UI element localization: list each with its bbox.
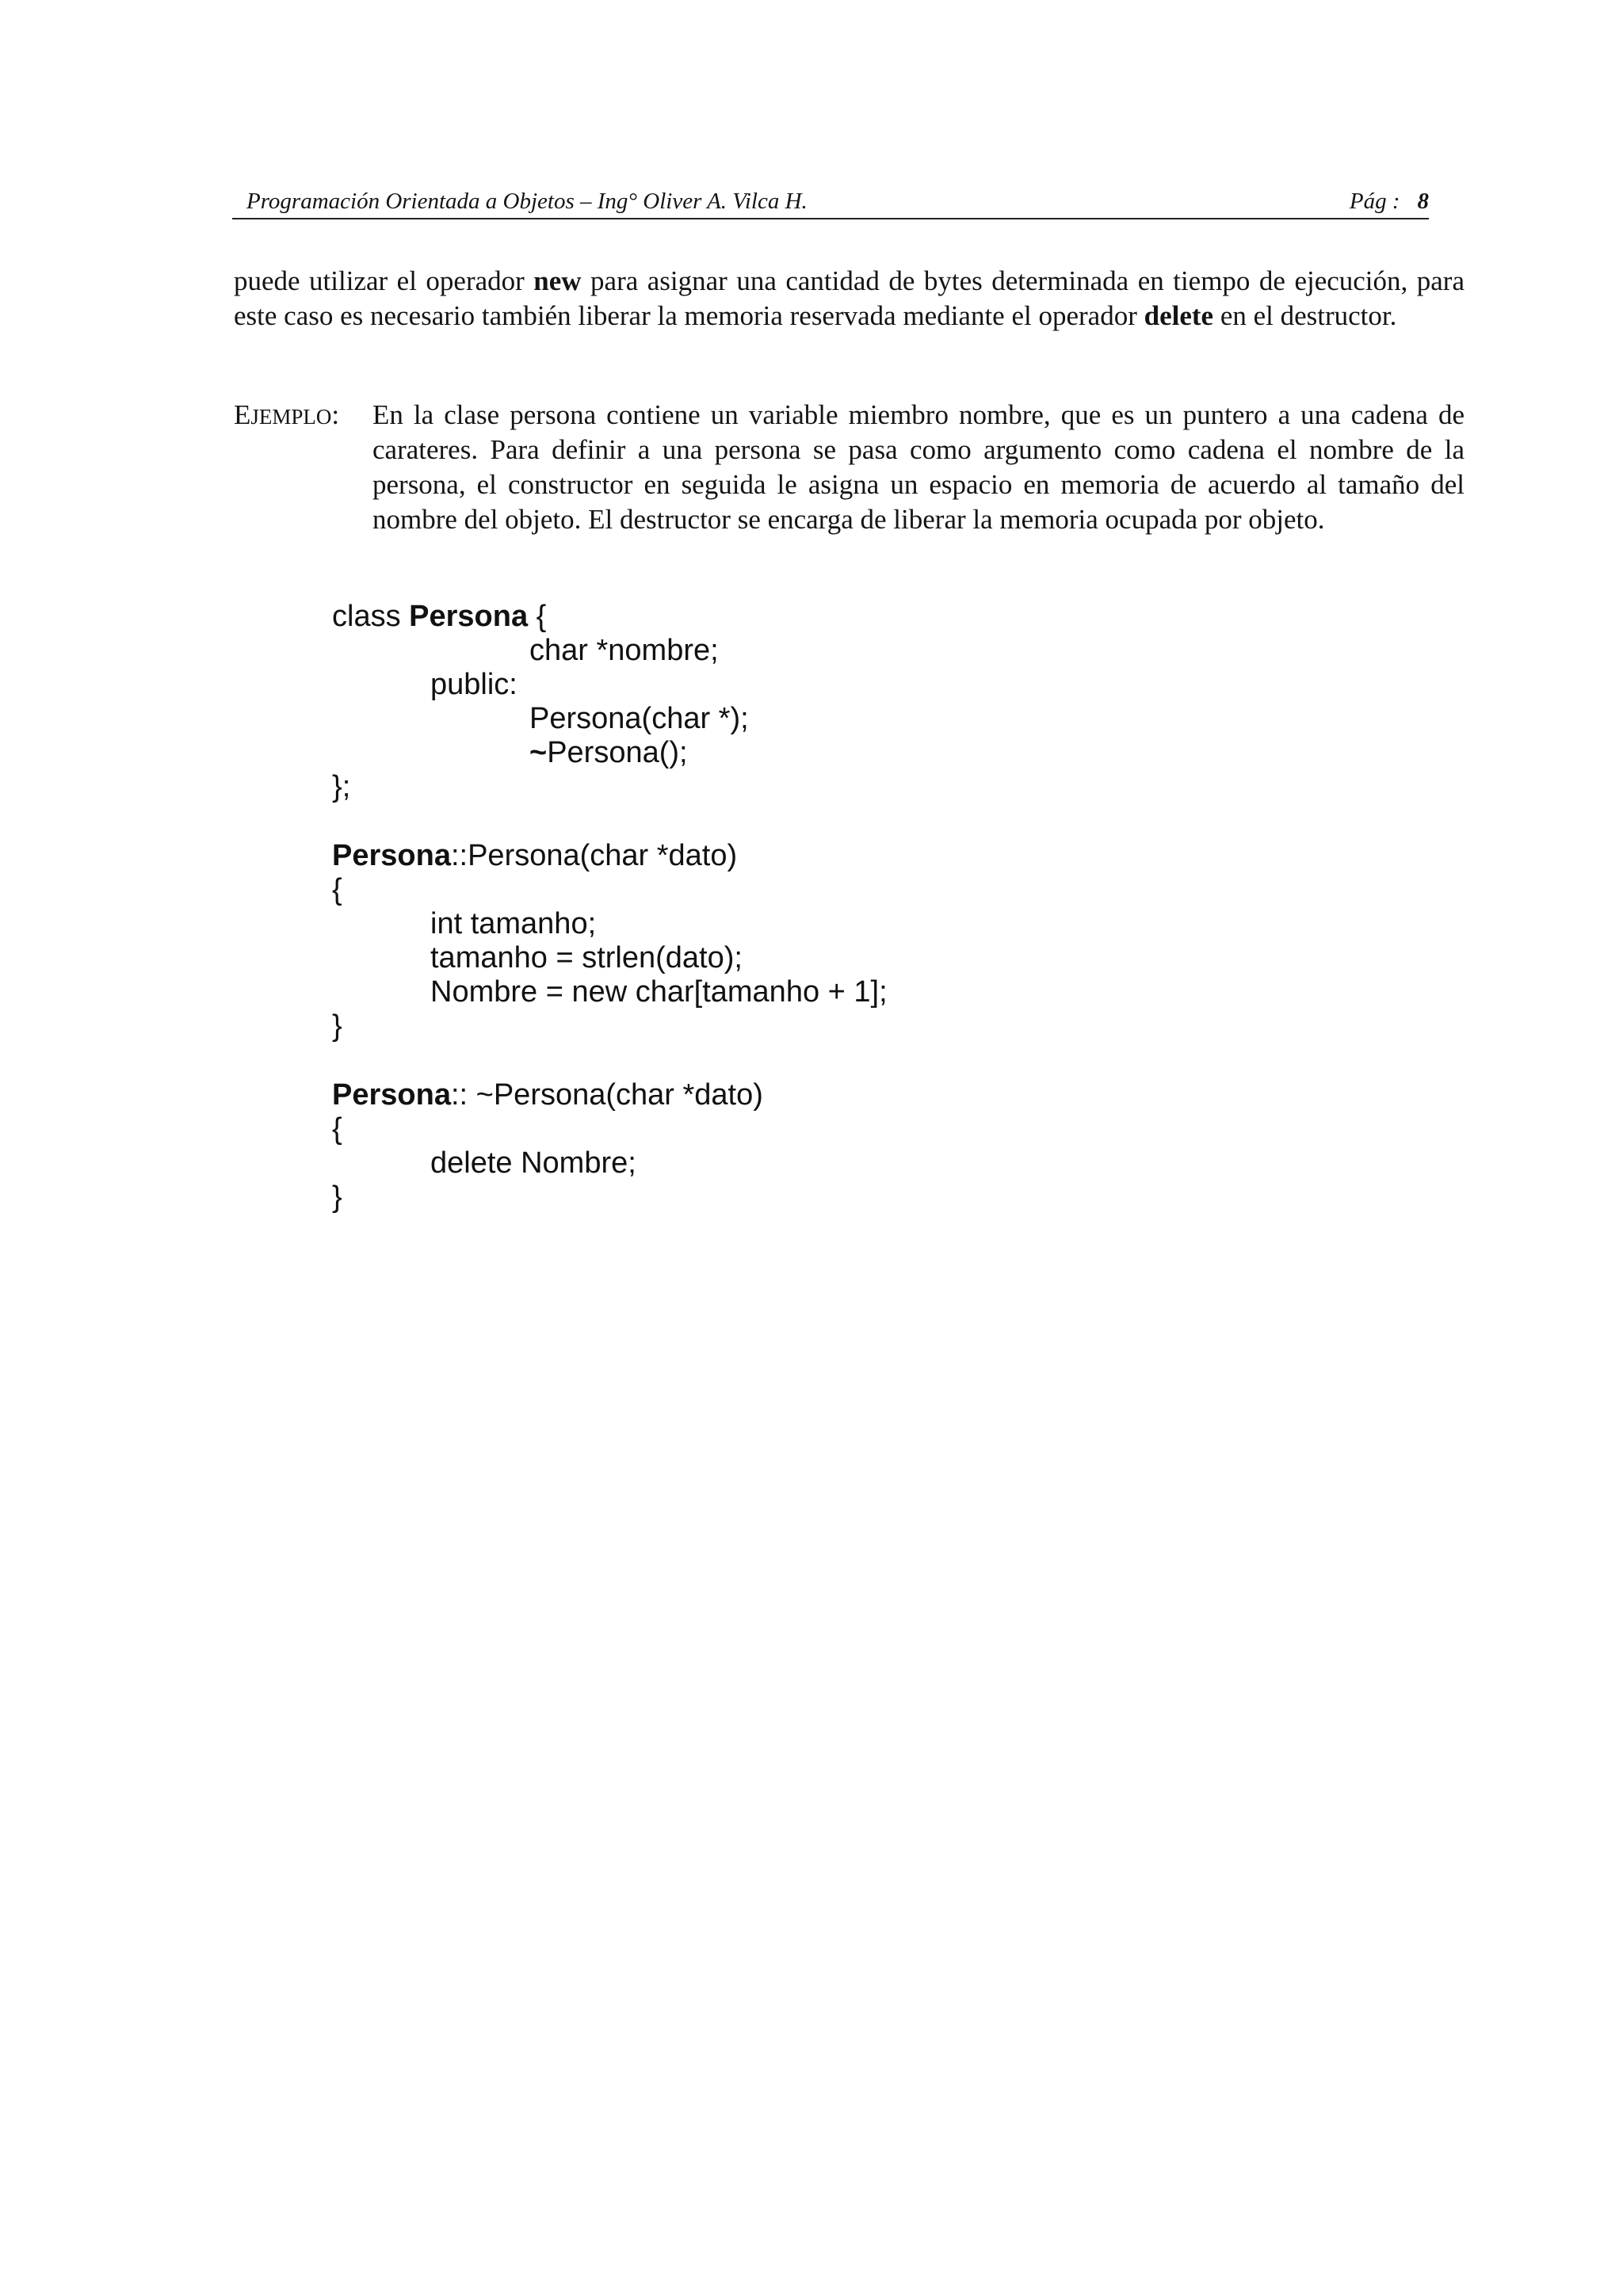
- code-line: }: [332, 1180, 342, 1214]
- code-token: Persona();: [547, 736, 688, 769]
- code-token: Persona: [409, 600, 529, 633]
- paragraph-text: para asignar una cantidad de bytes determinada en tiempo de ejecución, para este caso es necesario también liberar la memoria reservada mediante el operador: [234, 265, 1465, 331]
- page-label: Pág :: [1349, 189, 1400, 214]
- paragraph-text: puede utilizar el operador: [234, 265, 534, 296]
- code-line: int tamanho;: [430, 907, 597, 940]
- code-line: {: [332, 1112, 342, 1146]
- code-token: :: ~Persona(char *dato): [450, 1078, 763, 1112]
- code-line: Persona(char *);: [529, 702, 749, 735]
- code-token: ~: [529, 736, 548, 769]
- code-token: {: [528, 600, 547, 633]
- code-line: Nombre = new char[tamanho + 1];: [430, 975, 888, 1009]
- code-token: Persona: [332, 1078, 451, 1112]
- label-initial: E: [234, 399, 251, 430]
- code-line: tamanho = strlen(dato);: [430, 941, 743, 974]
- keyword-new: new: [533, 265, 582, 296]
- page-indicator: [1350, 185, 1429, 218]
- code-line: }: [332, 1009, 342, 1043]
- code-line: [332, 838, 737, 873]
- page-header: [232, 185, 1429, 219]
- code-token: class: [332, 600, 410, 633]
- code-line: public:: [430, 668, 517, 701]
- example-label: [234, 398, 339, 434]
- code-line: };: [332, 770, 351, 803]
- intro-paragraph: [234, 264, 1465, 334]
- code-line: delete Nombre;: [430, 1146, 636, 1180]
- page-number: 8: [1417, 189, 1429, 214]
- paragraph-text: en el destructor.: [1213, 300, 1397, 331]
- code-line: [332, 1077, 763, 1112]
- code-line: [529, 735, 688, 770]
- label-colon: :: [331, 399, 340, 430]
- keyword-delete: delete: [1144, 300, 1214, 331]
- example-block: [234, 398, 1465, 537]
- example-text: En la clase persona contiene un variable miembro nombre, que es un puntero a una cadena de carateres. Para definir a una persona se pasa como argumento como cadena el nombre de la persona, el constructor en seguida le asigna un espacio en memoria de acuerdo al tamaño del nombre del objeto. El destructor se encarga de liberar la memoria ocupada por objeto.: [372, 399, 1465, 535]
- code-line: [332, 599, 546, 634]
- code-token: Persona: [332, 839, 451, 872]
- code-token: ::Persona(char *dato): [450, 839, 738, 872]
- code-line: {: [332, 873, 342, 906]
- code-line: char *nombre;: [529, 634, 719, 667]
- header-title: Programación Orientada a Objetos – Ing° Oliver A. Vilca H.: [246, 189, 808, 214]
- label-rest: JEMPLO: [250, 405, 332, 429]
